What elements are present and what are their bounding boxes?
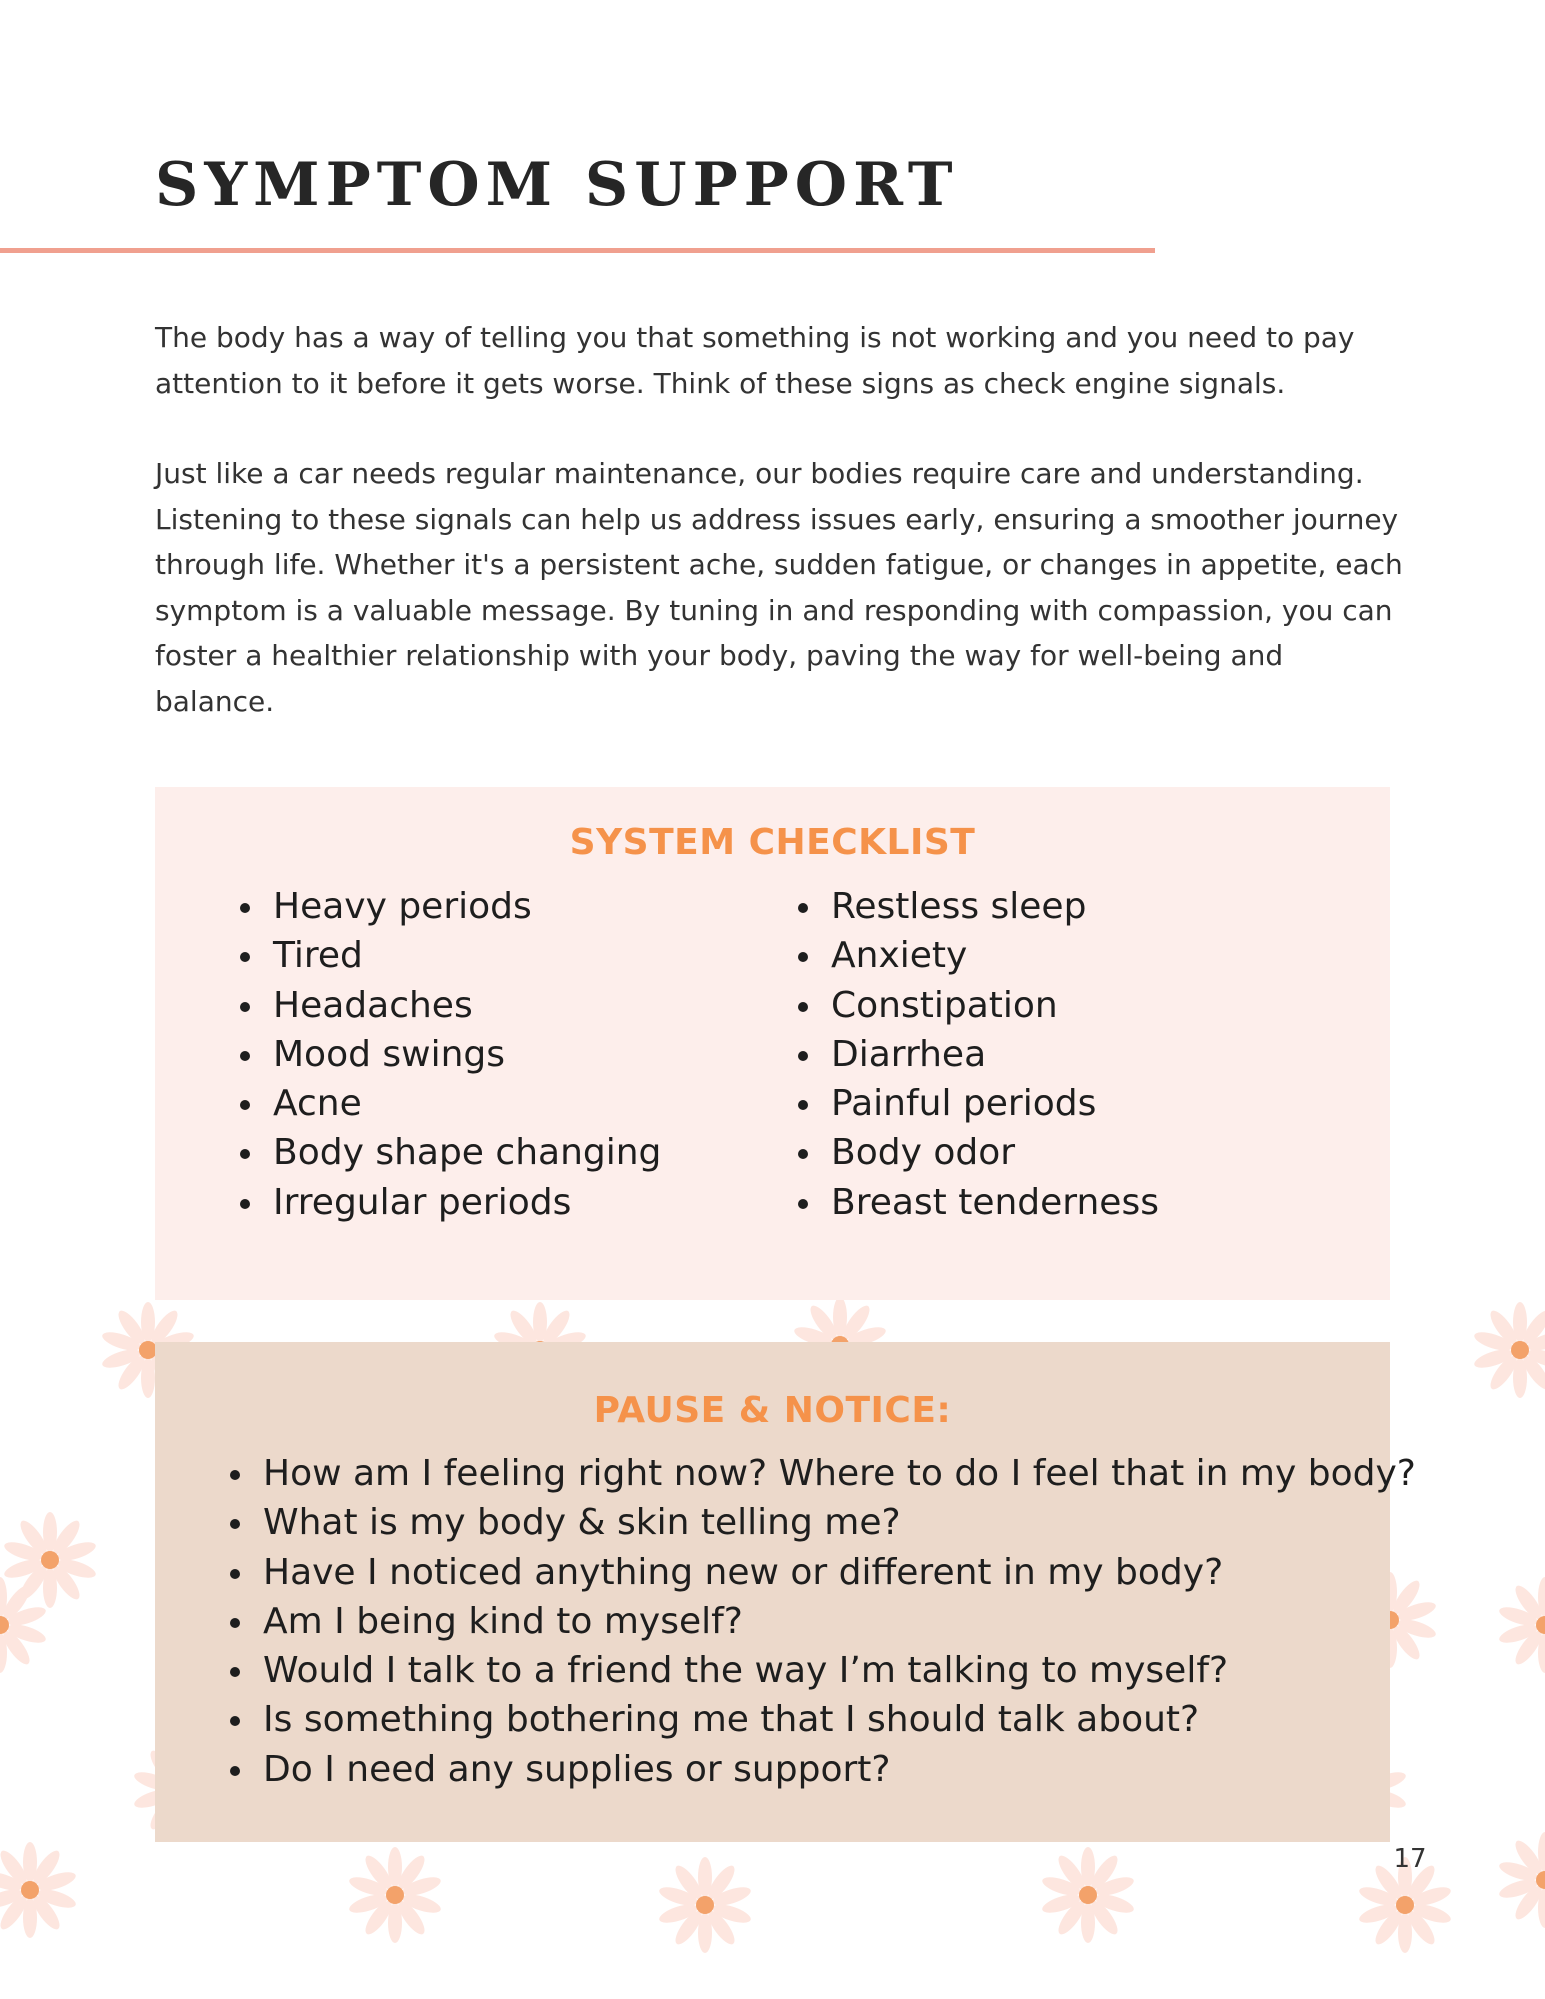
- daisy-flower-icon: [0, 1842, 78, 1938]
- daisy-flower-icon: [1497, 1577, 1545, 1673]
- intro-paragraph-2: Just like a car needs regular maintenance, our bodies require care and understanding. Listening to these signals can help us address issues early, ensuring a smoother journey through life. Whether it's a persistent ache, sudden fatigue, or changes in appetite, each symptom is a valuable message. By tuning in and responding with compassion, you can foster a healthier relationship with your body, paving the way for well-being and balance.: [155, 457, 1403, 718]
- checklist-item: Tired: [235, 931, 661, 980]
- pause-notice-title: PAUSE & NOTICE:: [593, 1390, 952, 1431]
- pause-notice-box: [155, 1342, 1416, 1842]
- checklist-title: SYSTEM CHECKLIST: [569, 822, 976, 863]
- page-title: SYMPTOM SUPPORT: [155, 150, 959, 220]
- pause-question: Would I talk to a friend the way I’m talking to myself?: [225, 1646, 1416, 1695]
- checklist-item: Heavy periods: [235, 882, 661, 931]
- checklist-item: Body shape changing: [235, 1128, 661, 1177]
- pause-question: Am I being kind to myself?: [225, 1597, 1416, 1646]
- daisy-flower-icon: [0, 1577, 48, 1673]
- pause-question: What is my body & skin telling me?: [225, 1498, 1416, 1547]
- pause-question: Is something bothering me that I should talk about?: [225, 1695, 1416, 1744]
- pause-question: How am I feeling right now? Where to do I feel that in my body?: [225, 1449, 1416, 1498]
- checklist-item: Body odor: [793, 1128, 1159, 1177]
- checklist-left-column: [235, 882, 661, 1227]
- symptom-checklist-box: [155, 787, 1390, 1300]
- daisy-flower-icon: [347, 1847, 443, 1943]
- page-number: 17: [1393, 1844, 1427, 1874]
- checklist-item: Painful periods: [793, 1079, 1159, 1128]
- checklist-item: Restless sleep: [793, 882, 1159, 931]
- daisy-flower-icon: [1497, 1832, 1545, 1928]
- checklist-item: Headaches: [235, 981, 661, 1030]
- checklist-item: Breast tenderness: [793, 1178, 1159, 1227]
- daisy-flower-icon: [1040, 1847, 1136, 1943]
- pause-question: Have I noticed anything new or different in my body?: [225, 1548, 1416, 1597]
- checklist-item: Mood swings: [235, 1030, 661, 1079]
- daisy-flower-icon: [1472, 1302, 1545, 1398]
- intro-text: [155, 315, 1405, 724]
- intro-paragraph-1: The body has a way of telling you that something is not working and you need to pay attention to it before it gets worse. Think of these signs as check engine signals.: [155, 321, 1355, 400]
- daisy-flower-icon: [657, 1857, 753, 1953]
- checklist-item: Irregular periods: [235, 1178, 661, 1227]
- checklist-right-column: [793, 882, 1159, 1227]
- pause-question: Do I need any supplies or support?: [225, 1745, 1416, 1794]
- checklist-item: Anxiety: [793, 931, 1159, 980]
- checklist-item: Constipation: [793, 981, 1159, 1030]
- pause-question-list: [225, 1449, 1416, 1794]
- title-divider: [0, 248, 1155, 253]
- checklist-item: Diarrhea: [793, 1030, 1159, 1079]
- checklist-item: Acne: [235, 1079, 661, 1128]
